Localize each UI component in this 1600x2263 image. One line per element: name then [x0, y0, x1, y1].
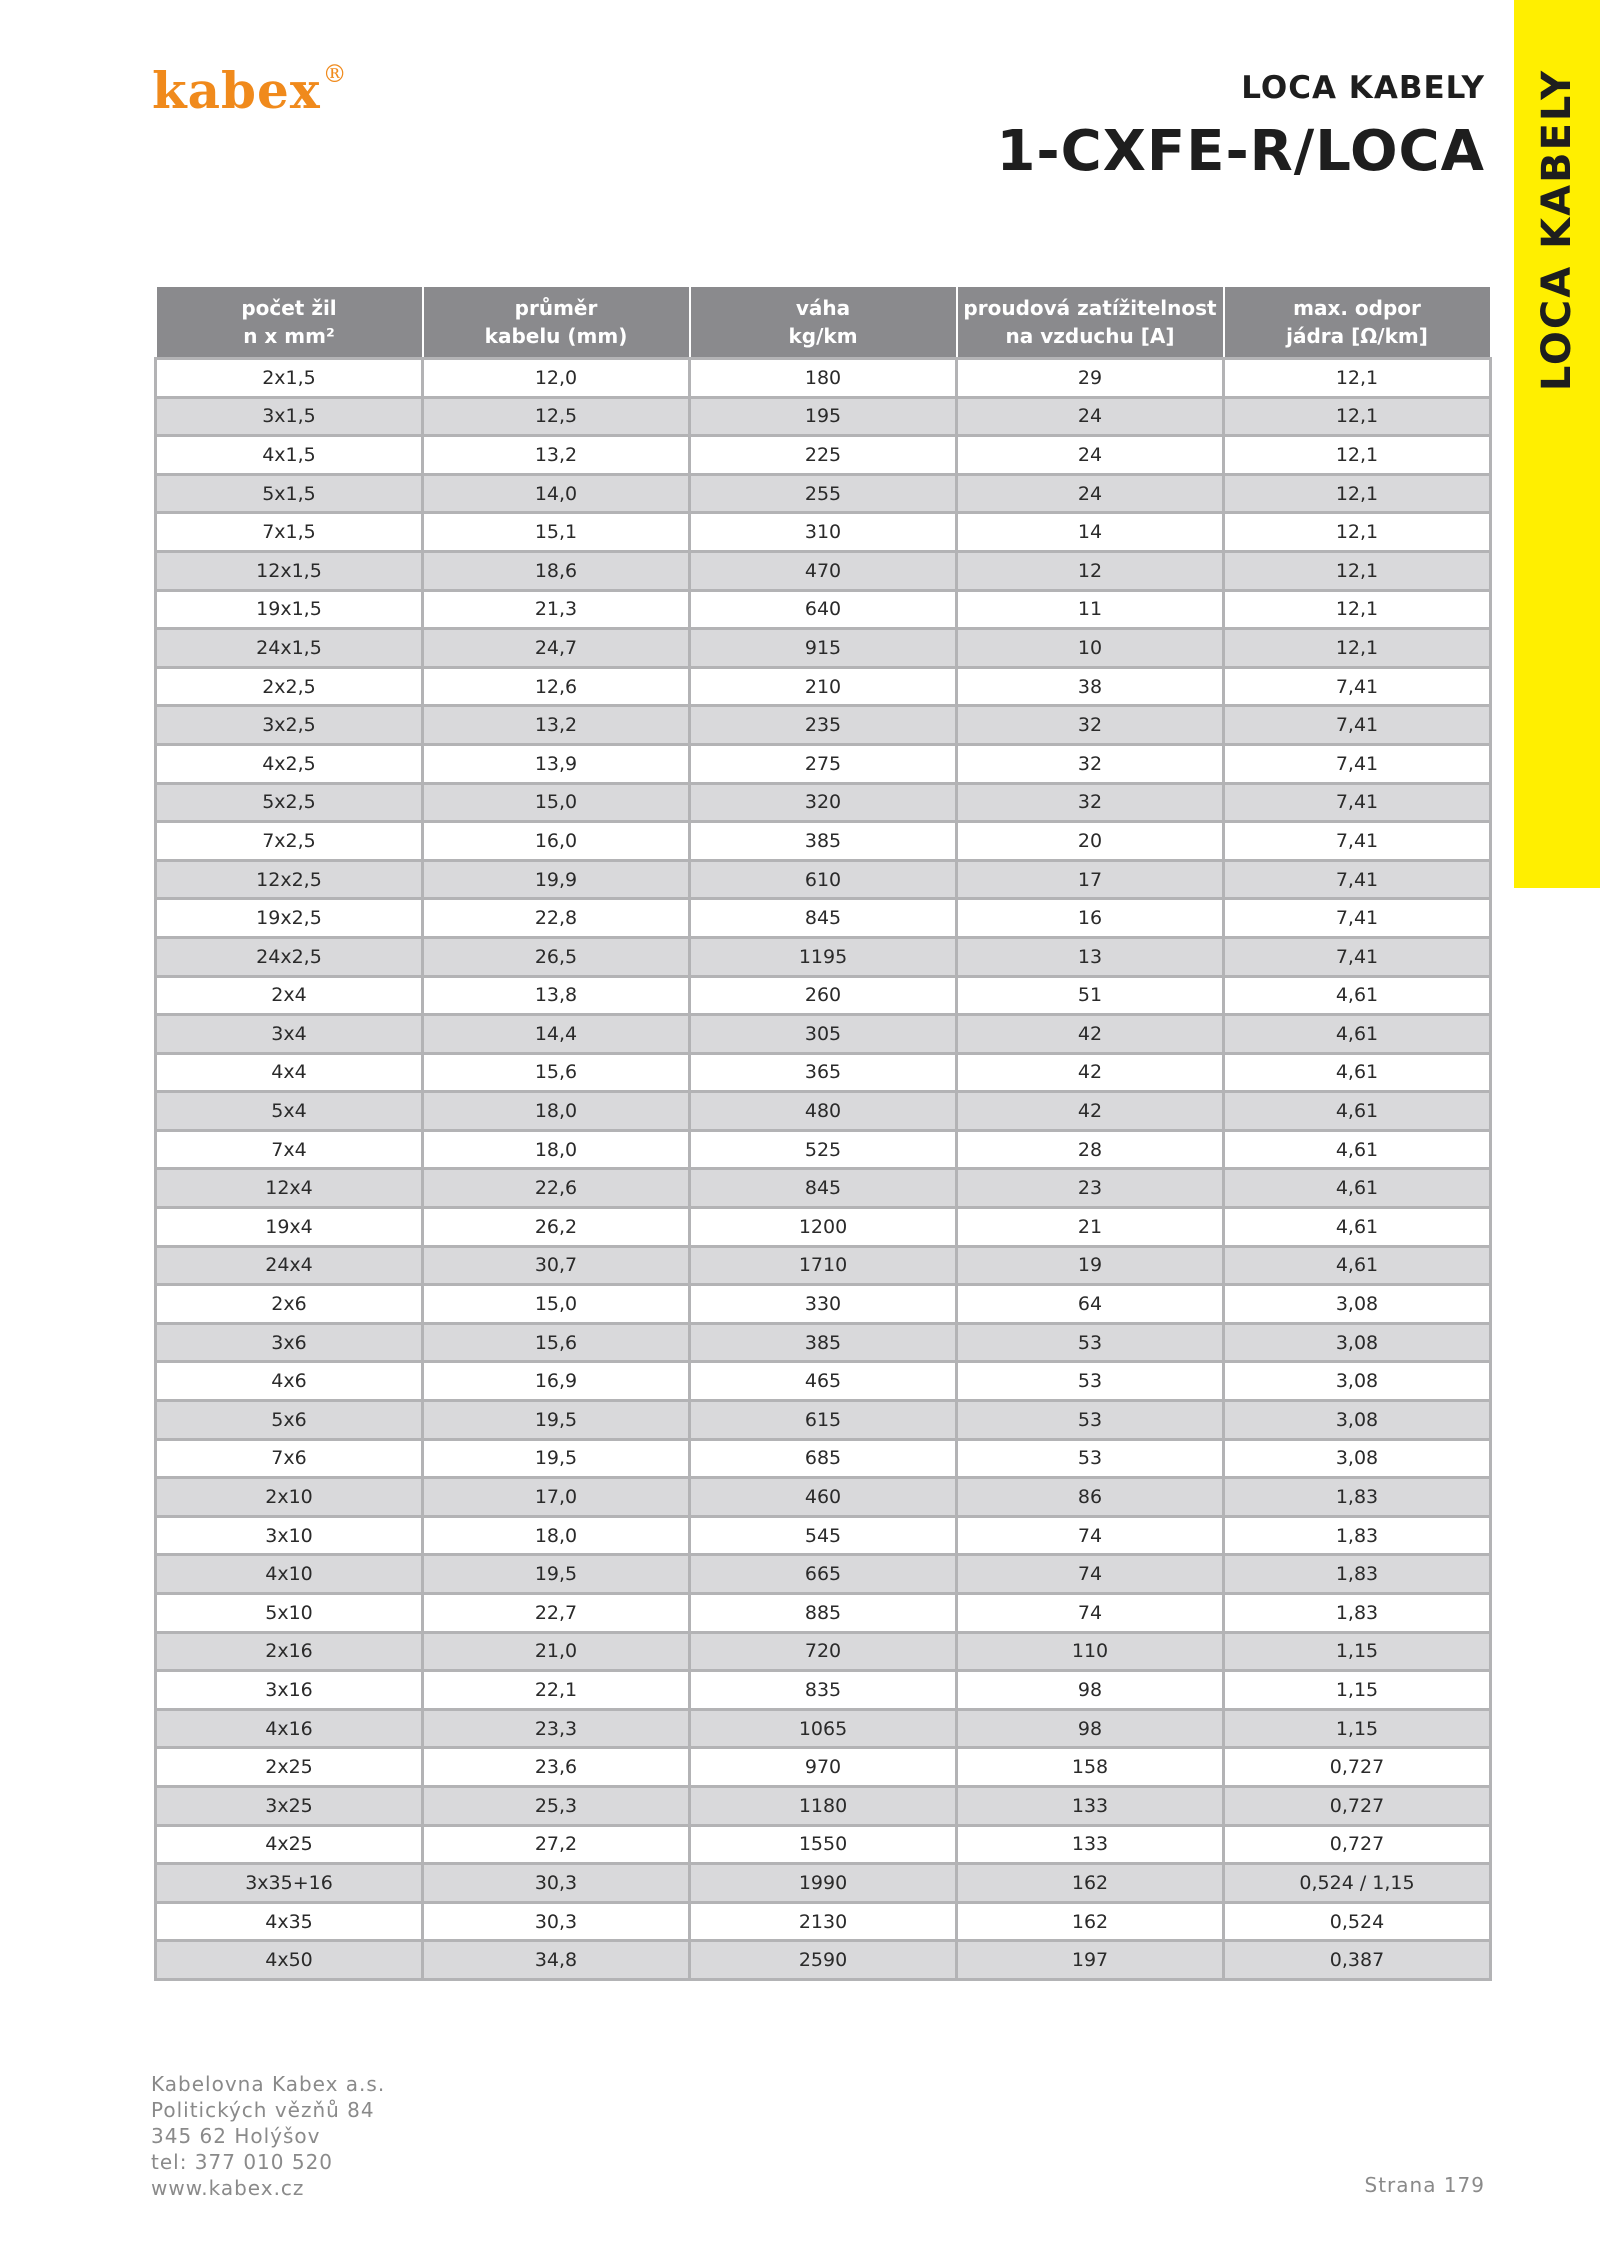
cell-cores: 24x2,5: [156, 937, 423, 976]
cell-cores: 4x10: [156, 1555, 423, 1594]
table-row: [156, 1594, 1491, 1633]
col-header-line: n x mm²: [243, 324, 335, 348]
cell-weight: 385: [690, 1323, 957, 1362]
cell-resistance: 7,41: [1224, 937, 1491, 976]
table-row: [156, 1246, 1491, 1285]
cell-cores: 3x16: [156, 1671, 423, 1710]
cell-resistance: 7,41: [1224, 667, 1491, 706]
cell-diameter: 26,5: [423, 937, 690, 976]
cell-weight: 1065: [690, 1709, 957, 1748]
cell-resistance: 4,61: [1224, 1246, 1491, 1285]
cell-weight: 2130: [690, 1902, 957, 1941]
cell-weight: 460: [690, 1478, 957, 1517]
cell-resistance: 4,61: [1224, 1208, 1491, 1247]
cell-resistance: 1,15: [1224, 1709, 1491, 1748]
table-row: [156, 1864, 1491, 1903]
cell-resistance: 7,41: [1224, 744, 1491, 783]
cell-diameter: 15,0: [423, 783, 690, 822]
cell-cores: 4x50: [156, 1941, 423, 1980]
cell-resistance: 4,61: [1224, 1053, 1491, 1092]
cell-resistance: 7,41: [1224, 706, 1491, 745]
cell-weight: 915: [690, 629, 957, 668]
table-row: [156, 1825, 1491, 1864]
cell-current: 24: [957, 474, 1224, 513]
cell-current: 21: [957, 1208, 1224, 1247]
cell-weight: 1710: [690, 1246, 957, 1285]
cell-diameter: 18,0: [423, 1130, 690, 1169]
cell-resistance: 12,1: [1224, 629, 1491, 668]
cell-weight: 1195: [690, 937, 957, 976]
cell-resistance: 0,727: [1224, 1748, 1491, 1787]
cell-resistance: 3,08: [1224, 1439, 1491, 1478]
table-row: [156, 783, 1491, 822]
footer-web: www.kabex.cz: [151, 2176, 305, 2200]
cell-diameter: 12,6: [423, 667, 690, 706]
table-row: [156, 860, 1491, 899]
cell-resistance: 12,1: [1224, 436, 1491, 475]
cell-current: 20: [957, 822, 1224, 861]
cell-current: 32: [957, 706, 1224, 745]
table-row: [156, 744, 1491, 783]
col-header-line: kabelu (mm): [484, 324, 628, 348]
cell-weight: 1180: [690, 1786, 957, 1825]
cell-cores: 5x1,5: [156, 474, 423, 513]
cell-resistance: 12,1: [1224, 551, 1491, 590]
cell-resistance: 3,08: [1224, 1401, 1491, 1440]
cell-cores: 4x35: [156, 1902, 423, 1941]
cell-current: 13: [957, 937, 1224, 976]
cell-diameter: 19,5: [423, 1555, 690, 1594]
cell-current: 38: [957, 667, 1224, 706]
footer-phone: tel: 377 010 520: [151, 2150, 334, 2174]
cell-resistance: 1,83: [1224, 1516, 1491, 1555]
cell-weight: 1990: [690, 1864, 957, 1903]
cell-resistance: 7,41: [1224, 783, 1491, 822]
cell-current: 74: [957, 1555, 1224, 1594]
cell-current: 19: [957, 1246, 1224, 1285]
table-row: [156, 590, 1491, 629]
cell-weight: 235: [690, 706, 957, 745]
cell-cores: 3x2,5: [156, 706, 423, 745]
table-row: [156, 1902, 1491, 1941]
cell-current: 162: [957, 1864, 1224, 1903]
table-row: [156, 551, 1491, 590]
cell-diameter: 13,2: [423, 436, 690, 475]
cell-cores: 5x10: [156, 1594, 423, 1633]
cell-resistance: 7,41: [1224, 822, 1491, 861]
cell-cores: 7x6: [156, 1439, 423, 1478]
cell-diameter: 12,0: [423, 359, 690, 398]
cell-diameter: 14,0: [423, 474, 690, 513]
cell-diameter: 15,1: [423, 513, 690, 552]
cell-cores: 3x4: [156, 1015, 423, 1054]
cell-weight: 210: [690, 667, 957, 706]
cell-cores: 24x1,5: [156, 629, 423, 668]
cell-diameter: 19,5: [423, 1439, 690, 1478]
cell-resistance: 7,41: [1224, 899, 1491, 938]
cell-diameter: 17,0: [423, 1478, 690, 1517]
cell-cores: 5x6: [156, 1401, 423, 1440]
cell-cores: 4x1,5: [156, 436, 423, 475]
cell-weight: 330: [690, 1285, 957, 1324]
col-header-line: průměr: [514, 296, 598, 320]
cell-current: 53: [957, 1323, 1224, 1362]
cell-cores: 4x16: [156, 1709, 423, 1748]
footer-street: Politických vězňů 84: [151, 2098, 375, 2122]
footer-company: Kabelovna Kabex a.s.: [151, 2072, 386, 2096]
cell-resistance: 12,1: [1224, 359, 1491, 398]
cell-cores: 3x1,5: [156, 397, 423, 436]
table-row: [156, 1478, 1491, 1517]
cell-current: 74: [957, 1594, 1224, 1633]
table-row: [156, 1439, 1491, 1478]
cell-cores: 5x4: [156, 1092, 423, 1131]
cell-resistance: 4,61: [1224, 976, 1491, 1015]
cell-resistance: 3,08: [1224, 1362, 1491, 1401]
cell-diameter: 27,2: [423, 1825, 690, 1864]
table-row: [156, 667, 1491, 706]
table-row: [156, 1053, 1491, 1092]
cell-current: 51: [957, 976, 1224, 1015]
cell-cores: 5x2,5: [156, 783, 423, 822]
table-row: [156, 397, 1491, 436]
cell-resistance: 4,61: [1224, 1092, 1491, 1131]
cell-diameter: 26,2: [423, 1208, 690, 1247]
cell-cores: 2x6: [156, 1285, 423, 1324]
cell-resistance: 0,387: [1224, 1941, 1491, 1980]
table-row: [156, 513, 1491, 552]
cell-current: 53: [957, 1362, 1224, 1401]
table-row: [156, 629, 1491, 668]
cell-current: 28: [957, 1130, 1224, 1169]
cell-cores: 4x4: [156, 1053, 423, 1092]
col-header-line: váha: [795, 296, 851, 320]
table-row: [156, 1015, 1491, 1054]
table-row: [156, 1671, 1491, 1710]
cell-current: 133: [957, 1825, 1224, 1864]
cell-cores: 7x2,5: [156, 822, 423, 861]
logo-text: kabex: [152, 61, 321, 120]
cell-current: 53: [957, 1439, 1224, 1478]
col-header-weight: [690, 286, 957, 359]
cell-diameter: 22,7: [423, 1594, 690, 1633]
registered-mark: ®: [322, 60, 348, 88]
cell-diameter: 23,6: [423, 1748, 690, 1787]
cell-cores: 7x1,5: [156, 513, 423, 552]
cell-weight: 685: [690, 1439, 957, 1478]
cell-resistance: 4,61: [1224, 1130, 1491, 1169]
cell-diameter: 14,4: [423, 1015, 690, 1054]
col-header-resistance: [1224, 286, 1491, 359]
cell-resistance: 0,727: [1224, 1786, 1491, 1825]
cell-current: 23: [957, 1169, 1224, 1208]
footer-city: 345 62 Holýšov: [151, 2124, 321, 2148]
cell-cores: 2x10: [156, 1478, 423, 1517]
cell-cores: 12x4: [156, 1169, 423, 1208]
table-row: [156, 1632, 1491, 1671]
cell-current: 42: [957, 1092, 1224, 1131]
cell-weight: 180: [690, 359, 957, 398]
col-header-diameter: [423, 286, 690, 359]
cell-cores: 2x2,5: [156, 667, 423, 706]
cell-cores: 2x16: [156, 1632, 423, 1671]
cell-resistance: 12,1: [1224, 590, 1491, 629]
cell-resistance: 1,15: [1224, 1632, 1491, 1671]
table-row: [156, 976, 1491, 1015]
cell-diameter: 18,0: [423, 1516, 690, 1555]
table-body: [156, 359, 1491, 1980]
table-row: [156, 937, 1491, 976]
cell-cores: 12x1,5: [156, 551, 423, 590]
cell-weight: 225: [690, 436, 957, 475]
cell-resistance: 0,524 / 1,15: [1224, 1864, 1491, 1903]
table-row: [156, 1285, 1491, 1324]
page-number: Strana 179: [1364, 2173, 1485, 2197]
table-row: [156, 1130, 1491, 1169]
col-header-line: na vzduchu [A]: [1005, 324, 1175, 348]
cell-weight: 525: [690, 1130, 957, 1169]
cell-cores: 3x10: [156, 1516, 423, 1555]
cell-resistance: 4,61: [1224, 1169, 1491, 1208]
cell-weight: 640: [690, 590, 957, 629]
table-row: [156, 436, 1491, 475]
cell-current: 16: [957, 899, 1224, 938]
cell-current: 74: [957, 1516, 1224, 1555]
cell-weight: 1550: [690, 1825, 957, 1864]
cell-resistance: 1,83: [1224, 1478, 1491, 1517]
cell-cores: 4x25: [156, 1825, 423, 1864]
cell-diameter: 13,2: [423, 706, 690, 745]
cell-weight: 385: [690, 822, 957, 861]
table-row: [156, 1748, 1491, 1787]
cell-resistance: 0,524: [1224, 1902, 1491, 1941]
cell-resistance: 0,727: [1224, 1825, 1491, 1864]
col-header-current: [957, 286, 1224, 359]
cell-resistance: 1,83: [1224, 1594, 1491, 1633]
cell-resistance: 1,15: [1224, 1671, 1491, 1710]
cell-current: 12: [957, 551, 1224, 590]
cell-diameter: 24,7: [423, 629, 690, 668]
cell-current: 10: [957, 629, 1224, 668]
cell-diameter: 22,6: [423, 1169, 690, 1208]
cell-cores: 2x1,5: [156, 359, 423, 398]
cell-current: 162: [957, 1902, 1224, 1941]
cell-resistance: 4,61: [1224, 1015, 1491, 1054]
table-row: [156, 1941, 1491, 1980]
cell-current: 24: [957, 436, 1224, 475]
cell-diameter: 15,6: [423, 1053, 690, 1092]
table-header-row: [156, 286, 1491, 359]
table-row: [156, 1516, 1491, 1555]
page-subtitle: LOCA KABELY: [1241, 70, 1485, 106]
cell-current: 158: [957, 1748, 1224, 1787]
table-row: [156, 1401, 1491, 1440]
table-row: [156, 1323, 1491, 1362]
table-row: [156, 1092, 1491, 1131]
page-title: 1-CXFE-R/LOCA: [996, 119, 1485, 184]
cell-current: 133: [957, 1786, 1224, 1825]
col-header-line: max. odpor: [1293, 296, 1421, 320]
col-header-line: kg/km: [788, 324, 858, 348]
cell-cores: 2x25: [156, 1748, 423, 1787]
cell-current: 42: [957, 1015, 1224, 1054]
cell-cores: 3x6: [156, 1323, 423, 1362]
cell-cores: 4x2,5: [156, 744, 423, 783]
cell-weight: 275: [690, 744, 957, 783]
cell-current: 32: [957, 744, 1224, 783]
cell-diameter: 13,8: [423, 976, 690, 1015]
cell-cores: 24x4: [156, 1246, 423, 1285]
cell-weight: 545: [690, 1516, 957, 1555]
table-row: [156, 1555, 1491, 1594]
cell-current: 32: [957, 783, 1224, 822]
cell-cores: 4x6: [156, 1362, 423, 1401]
table-row: [156, 1208, 1491, 1247]
cell-current: 53: [957, 1401, 1224, 1440]
cell-weight: 970: [690, 1748, 957, 1787]
col-header-line: jádra [Ω/km]: [1286, 324, 1428, 348]
cell-weight: 470: [690, 551, 957, 590]
cell-weight: 320: [690, 783, 957, 822]
cell-weight: 2590: [690, 1941, 957, 1980]
cell-weight: 255: [690, 474, 957, 513]
table-row: [156, 822, 1491, 861]
cell-current: 86: [957, 1478, 1224, 1517]
cell-weight: 465: [690, 1362, 957, 1401]
cell-cores: 19x2,5: [156, 899, 423, 938]
cell-weight: 835: [690, 1671, 957, 1710]
table-row: [156, 1169, 1491, 1208]
cell-diameter: 30,3: [423, 1864, 690, 1903]
cell-resistance: 3,08: [1224, 1323, 1491, 1362]
cell-resistance: 1,83: [1224, 1555, 1491, 1594]
cell-current: 42: [957, 1053, 1224, 1092]
col-header-line: počet žil: [241, 296, 337, 320]
cell-current: 64: [957, 1285, 1224, 1324]
cell-resistance: 7,41: [1224, 860, 1491, 899]
cell-current: 29: [957, 359, 1224, 398]
table-row: [156, 1362, 1491, 1401]
cell-diameter: 21,0: [423, 1632, 690, 1671]
table-row: [156, 474, 1491, 513]
cell-diameter: 13,9: [423, 744, 690, 783]
cell-diameter: 16,9: [423, 1362, 690, 1401]
cell-weight: 195: [690, 397, 957, 436]
cell-cores: 3x35+16: [156, 1864, 423, 1903]
cell-cores: 7x4: [156, 1130, 423, 1169]
table-row: [156, 899, 1491, 938]
cell-weight: 305: [690, 1015, 957, 1054]
cell-diameter: 22,8: [423, 899, 690, 938]
cell-diameter: 19,9: [423, 860, 690, 899]
cell-cores: 3x25: [156, 1786, 423, 1825]
table-row: [156, 1709, 1491, 1748]
cell-resistance: 3,08: [1224, 1285, 1491, 1324]
table-row: [156, 706, 1491, 745]
cell-diameter: 22,1: [423, 1671, 690, 1710]
cell-current: 17: [957, 860, 1224, 899]
cell-weight: 1200: [690, 1208, 957, 1247]
cell-resistance: 12,1: [1224, 513, 1491, 552]
cell-cores: 12x2,5: [156, 860, 423, 899]
cell-diameter: 18,6: [423, 551, 690, 590]
kabex-logo: [152, 60, 348, 120]
cell-current: 197: [957, 1941, 1224, 1980]
cell-diameter: 34,8: [423, 1941, 690, 1980]
cell-weight: 615: [690, 1401, 957, 1440]
cable-spec-table: [154, 285, 1492, 1981]
cell-cores: 2x4: [156, 976, 423, 1015]
cell-current: 98: [957, 1671, 1224, 1710]
table-row: [156, 359, 1491, 398]
cell-current: 24: [957, 397, 1224, 436]
cell-weight: 260: [690, 976, 957, 1015]
cell-diameter: 25,3: [423, 1786, 690, 1825]
cell-current: 98: [957, 1709, 1224, 1748]
cell-weight: 885: [690, 1594, 957, 1633]
table-row: [156, 1786, 1491, 1825]
cell-weight: 480: [690, 1092, 957, 1131]
cell-current: 14: [957, 513, 1224, 552]
cell-diameter: 21,3: [423, 590, 690, 629]
cell-weight: 365: [690, 1053, 957, 1092]
cell-diameter: 18,0: [423, 1092, 690, 1131]
cell-diameter: 30,3: [423, 1902, 690, 1941]
col-header-cores: [156, 286, 423, 359]
cell-weight: 845: [690, 1169, 957, 1208]
cell-weight: 720: [690, 1632, 957, 1671]
cell-diameter: 16,0: [423, 822, 690, 861]
side-tab-label: LOCA KABELY: [1534, 68, 1580, 392]
col-header-line: proudová zatížitelnost: [963, 296, 1217, 320]
cell-weight: 665: [690, 1555, 957, 1594]
cell-weight: 310: [690, 513, 957, 552]
cell-diameter: 15,6: [423, 1323, 690, 1362]
cell-cores: 19x1,5: [156, 590, 423, 629]
cell-current: 110: [957, 1632, 1224, 1671]
cell-resistance: 12,1: [1224, 474, 1491, 513]
cell-diameter: 15,0: [423, 1285, 690, 1324]
cell-weight: 610: [690, 860, 957, 899]
footer-address: [151, 2071, 385, 2201]
cell-diameter: 19,5: [423, 1401, 690, 1440]
cell-cores: 19x4: [156, 1208, 423, 1247]
cell-weight: 845: [690, 899, 957, 938]
cell-diameter: 30,7: [423, 1246, 690, 1285]
cell-current: 11: [957, 590, 1224, 629]
cell-diameter: 12,5: [423, 397, 690, 436]
cell-resistance: 12,1: [1224, 397, 1491, 436]
cell-diameter: 23,3: [423, 1709, 690, 1748]
